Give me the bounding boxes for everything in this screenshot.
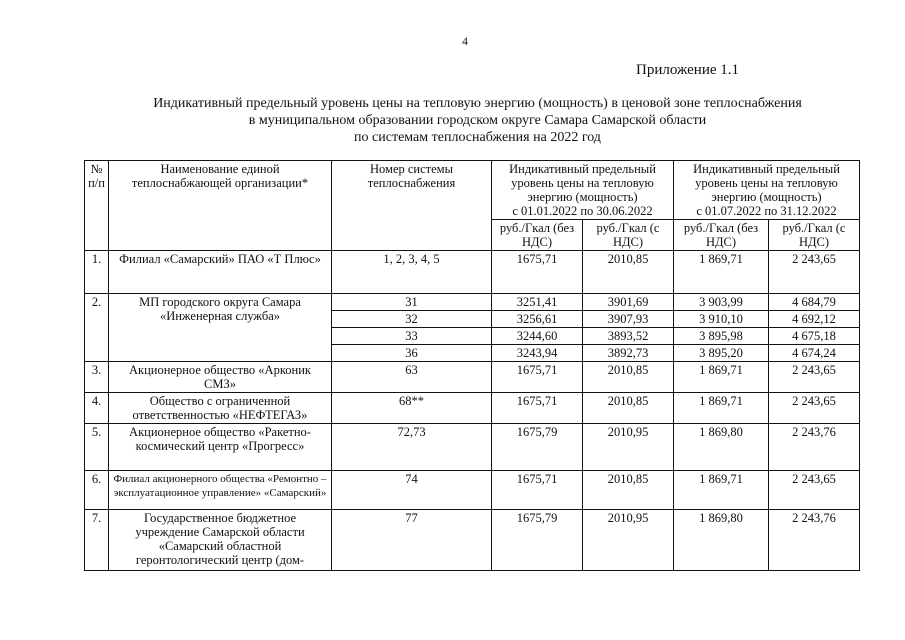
- row-num: 3.: [85, 362, 109, 393]
- org-name: Акционерное общество «Арконик СМЗ»: [109, 362, 332, 393]
- price-p1-vat: 3892,73: [583, 345, 674, 362]
- price-p1-no-vat: 3256,61: [492, 311, 583, 328]
- price-p2-no-vat: 3 910,10: [674, 311, 769, 328]
- system-number: 72,73: [332, 424, 492, 471]
- price-p2-vat: 4 684,79: [769, 294, 860, 311]
- org-name: Акционерное общество «Ракетно-космический центр «Прогресс»: [109, 424, 332, 471]
- price-p2-no-vat: 1 869,71: [674, 251, 769, 294]
- price-p1-vat: 2010,85: [583, 471, 674, 510]
- system-number: 33: [332, 328, 492, 345]
- price-p2-no-vat: 1 869,80: [674, 424, 769, 471]
- page-number: 4: [462, 34, 468, 48]
- price-p1-vat: 3901,69: [583, 294, 674, 311]
- header-system: Номер системы теплоснабжения: [332, 161, 492, 251]
- system-number: 1, 2, 3, 4, 5: [332, 251, 492, 294]
- title-line: в муниципальном образовании городском округе Самара Самарской области: [248, 113, 707, 128]
- system-number: 77: [332, 510, 492, 571]
- header-period-1: Индикативный предельный уровень цены на тепловую энергию (мощность) с 01.01.2022 по 30.06.2022: [492, 161, 674, 220]
- price-p2-no-vat: 1 869,71: [674, 393, 769, 424]
- price-p2-vat: 2 243,76: [769, 424, 860, 471]
- price-p1-no-vat: 1675,79: [492, 424, 583, 471]
- header-unit-no-vat: руб./Гкал (без НДС): [674, 220, 769, 251]
- price-p1-vat: 2010,85: [583, 393, 674, 424]
- price-p2-no-vat: 1 869,71: [674, 471, 769, 510]
- table-row: [85, 294, 860, 311]
- table-row: [85, 510, 860, 571]
- system-number: 63: [332, 362, 492, 393]
- org-name: МП городского округа Самара «Инженерная служба»: [109, 294, 332, 362]
- header-unit-vat: руб./Гкал (с НДС): [769, 220, 860, 251]
- price-p2-vat: 2 243,65: [769, 471, 860, 510]
- price-p1-vat: 2010,95: [583, 510, 674, 571]
- price-p2-no-vat: 3 895,20: [674, 345, 769, 362]
- price-p2-vat: 2 243,65: [769, 362, 860, 393]
- table-row: [85, 424, 860, 471]
- row-num: 1.: [85, 251, 109, 294]
- header-num: № п/п: [85, 161, 109, 251]
- header-name: Наименование единой теплоснабжающей организации*: [109, 161, 332, 251]
- price-p1-no-vat: 1675,71: [492, 362, 583, 393]
- price-p2-vat: 4 674,24: [769, 345, 860, 362]
- price-p1-vat: 3893,52: [583, 328, 674, 345]
- row-num: 5.: [85, 424, 109, 471]
- price-p2-vat: 4 675,18: [769, 328, 860, 345]
- price-p2-vat: 2 243,65: [769, 393, 860, 424]
- org-name: Государственное бюджетное учреждение Самарской области «Самарский областной геронтологический центр (дом-: [109, 510, 332, 571]
- price-p2-vat: 2 243,65: [769, 251, 860, 294]
- org-name: Общество с ограниченной ответственностью «НЕФТЕГАЗ»: [109, 393, 332, 424]
- table-row: [85, 471, 860, 510]
- price-p2-vat: 4 692,12: [769, 311, 860, 328]
- row-num: 6.: [85, 471, 109, 510]
- appendix-label: Приложение 1.1: [636, 62, 740, 78]
- price-p1-no-vat: 3251,41: [492, 294, 583, 311]
- header-period-2: Индикативный предельный уровень цены на тепловую энергию (мощность) с 01.07.2022 по 31.12.2022: [674, 161, 860, 220]
- price-p1-vat: 2010,85: [583, 251, 674, 294]
- price-p1-vat: 2010,95: [583, 424, 674, 471]
- table-row: [85, 251, 860, 294]
- price-p1-no-vat: 1675,71: [492, 251, 583, 294]
- price-p2-no-vat: 1 869,80: [674, 510, 769, 571]
- price-p1-no-vat: 3243,94: [492, 345, 583, 362]
- price-p2-no-vat: 3 895,98: [674, 328, 769, 345]
- price-p1-no-vat: 1675,79: [492, 510, 583, 571]
- price-p2-no-vat: 1 869,71: [674, 362, 769, 393]
- tariff-table: [84, 160, 860, 571]
- header-unit-vat: руб./Гкал (с НДС): [583, 220, 674, 251]
- row-num: 4.: [85, 393, 109, 424]
- title-line: Индикативный предельный уровень цены на тепловую энергию (мощность) в ценовой зоне теплоснабжения: [153, 96, 802, 111]
- org-name: Филиал «Самарский» ПАО «Т Плюс»: [109, 251, 332, 294]
- system-number: 68**: [332, 393, 492, 424]
- price-p1-vat: 3907,93: [583, 311, 674, 328]
- system-number: 36: [332, 345, 492, 362]
- system-number: 31: [332, 294, 492, 311]
- row-num: 7.: [85, 510, 109, 571]
- row-num: 2.: [85, 294, 109, 362]
- price-p1-vat: 2010,85: [583, 362, 674, 393]
- title-line: по системам теплоснабжения на 2022 год: [354, 130, 601, 145]
- price-p1-no-vat: 3244,60: [492, 328, 583, 345]
- table-row: [85, 393, 860, 424]
- price-p2-no-vat: 3 903,99: [674, 294, 769, 311]
- table-row: [85, 362, 860, 393]
- system-number: 74: [332, 471, 492, 510]
- org-name: Филиал акционерного общества «Ремонтно – эксплуатационное управление» «Самарский»: [109, 471, 332, 510]
- price-p1-no-vat: 1675,71: [492, 471, 583, 510]
- header-unit-no-vat: руб./Гкал (без НДС): [492, 220, 583, 251]
- price-p1-no-vat: 1675,71: [492, 393, 583, 424]
- document-title: [40, 95, 905, 146]
- system-number: 32: [332, 311, 492, 328]
- price-p2-vat: 2 243,76: [769, 510, 860, 571]
